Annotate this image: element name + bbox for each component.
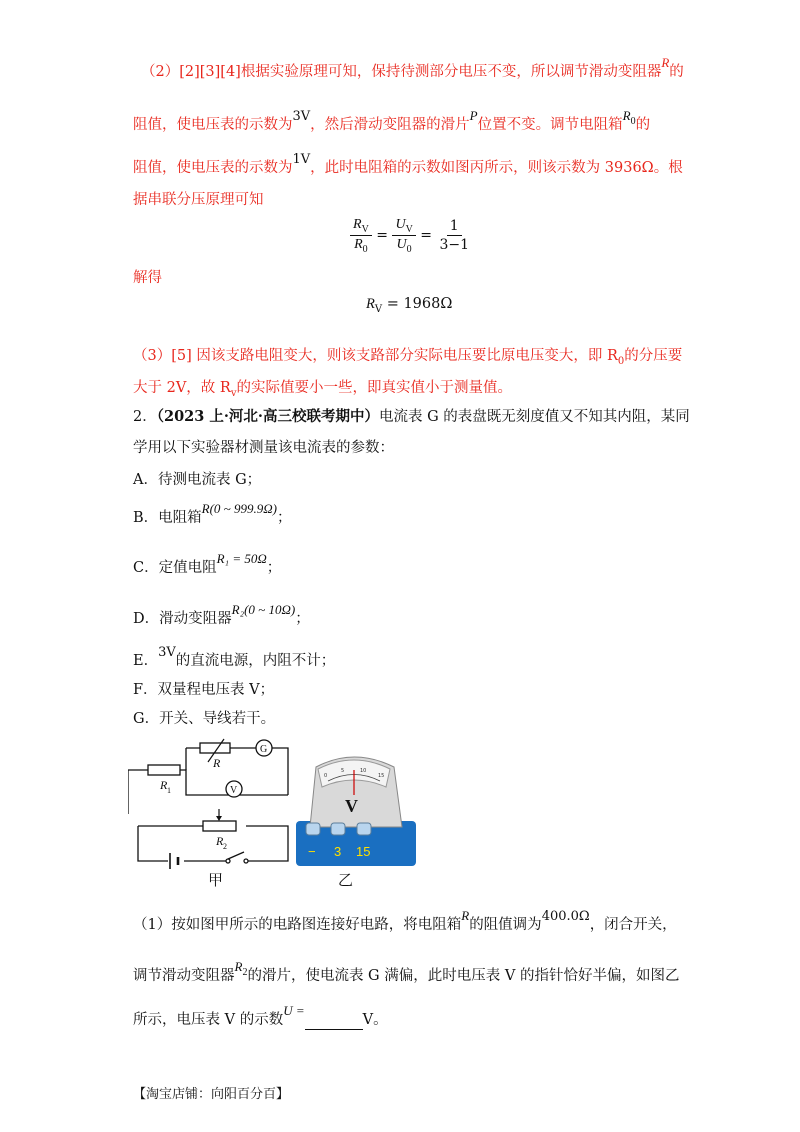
option-d: D．滑动变阻器R₂(0 ~ 10Ω)；	[133, 602, 310, 627]
solution-line-1: （2）[2][3][4]根据实验原理可知，保持待测部分电压不变，所以调节滑动变阻器R的	[141, 55, 684, 80]
option-g: G．开关、导线若干。	[133, 711, 276, 727]
svg-text:V: V	[230, 785, 238, 796]
subquestion-1-line-1: （1）按如图甲所示的电路图连接好电路，将电阻箱R的阻值调为400.0Ω，闭合开关，	[133, 908, 677, 933]
answer-blank[interactable]	[305, 1013, 363, 1030]
svg-text:10: 10	[360, 768, 367, 774]
svg-text:R: R	[216, 834, 224, 848]
footer-shop: 【淘宝店铺：向阳百分百】	[133, 1087, 290, 1102]
subquestion-1-line-3: 所示，电压表 V 的示数U =V。	[133, 1003, 388, 1028]
solution-line-5: （3）[5] 因该支路电阻变大，则该支路部分实际电压要比原电压变大，即 $R_0$的分压要	[133, 348, 683, 367]
svg-text:R: R	[213, 756, 221, 770]
svg-text:甲: 甲	[208, 873, 224, 887]
option-a: A．待测电流表 G；	[133, 472, 262, 488]
rheostat-r2	[203, 809, 236, 831]
solution-line-6: 大于 2V，故 $R_v$的实际值要小一些，即真实值小于测量值。	[133, 380, 512, 399]
svg-text:3: 3	[334, 844, 342, 859]
option-c: C．定值电阻R₁ = 50Ω；	[133, 551, 282, 576]
circuit-figure	[128, 737, 418, 887]
option-b: B．电阻箱R(0 ~ 999.9Ω)；	[133, 501, 292, 526]
svg-text:乙: 乙	[338, 873, 354, 887]
option-f: F．双量程电压表 V；	[133, 682, 275, 698]
solution-line-3: 阻值，使电压表的示数为1V，此时电阻箱的示数如图丙所示，则该示数为 3936Ω。根	[133, 152, 683, 176]
svg-text:15: 15	[378, 773, 385, 779]
svg-text:0: 0	[324, 773, 328, 779]
svg-text:2: 2	[223, 842, 227, 851]
svg-text:−: −	[308, 844, 316, 859]
svg-text:1: 1	[167, 786, 171, 795]
svg-text:5: 5	[341, 768, 345, 774]
solution-line-2: 阻值，使电压表的示数为3V，然后滑动变阻器的滑片P位置不变。调节电阻箱$R_0$的	[133, 108, 651, 133]
solution-line-4: 据串联分压原理可知	[133, 192, 264, 208]
svg-text:15: 15	[356, 844, 371, 859]
svg-text:V: V	[345, 796, 358, 816]
solution-jiede: 解得	[133, 270, 162, 286]
voltmeter-device	[296, 757, 416, 866]
switch-symbol	[226, 852, 248, 863]
subquestion-1-line-2: 调节滑动变阻器$R_2$的滑片，使电流表 G 满偏，此时电压表 V 的指针恰好半偏，如图乙	[133, 959, 680, 984]
equation-result: $R_V = 1968\Omega$	[366, 296, 453, 315]
question-stem-line-2: 学用以下实验器材测量该电流表的参数：	[133, 440, 394, 456]
equation-ratio: $\frac{R_V}{R_0}$ = $\frac{U_V}{U_0}$ = $\frac{1}{3-1}$	[350, 216, 472, 255]
svg-text:R: R	[160, 778, 168, 792]
resistor-r1	[148, 765, 180, 775]
option-e: E．3V的直流电源，内阻不计；	[133, 645, 336, 669]
svg-text:G: G	[260, 744, 268, 755]
question-stem-line-1: 2．（2023 上·河北·高三校联考期中）电流表 G 的表盘既无刻度值又不知其内阻，某同	[133, 408, 690, 425]
battery-symbol	[170, 853, 178, 869]
